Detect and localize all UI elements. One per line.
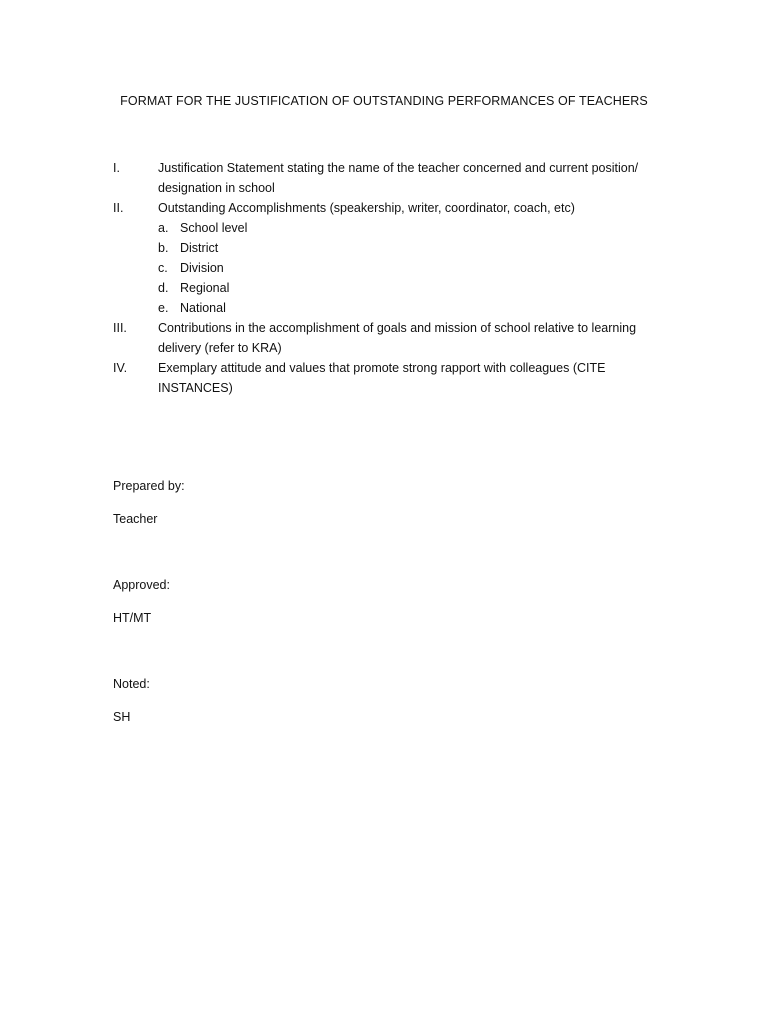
approved-label: Approved: <box>113 578 170 592</box>
item-numeral: II. <box>113 201 124 215</box>
item-numeral: I. <box>113 161 120 175</box>
prepared-by-label: Prepared by: <box>113 479 185 493</box>
noted-label: Noted: <box>113 677 150 691</box>
sub-item-text: School level <box>180 221 248 235</box>
sub-item-letter: d. <box>158 281 169 295</box>
item-text: Contributions in the accomplishment of goals and mission of school relative to learning delivery (refer to KRA) <box>158 321 637 355</box>
sub-item-text: National <box>180 301 226 315</box>
sub-item-a <box>158 218 458 238</box>
sub-item-text: Regional <box>180 281 230 295</box>
item-text: Exemplary attitude and values that promote strong rapport with colleagues (CITE INSTANCES) <box>158 361 606 395</box>
item-numeral: IV. <box>113 361 128 375</box>
document-title: FORMAT FOR THE JUSTIFICATION OF OUTSTANDING PERFORMANCES OF TEACHERS <box>120 94 648 108</box>
sub-item-letter: b. <box>158 241 169 255</box>
sub-item-c <box>158 258 458 278</box>
item-text: Justification Statement stating the name of the teacher concerned and current position/ designation in school <box>158 161 639 195</box>
noted-role: SH <box>113 710 131 724</box>
list-item-1 <box>113 158 673 198</box>
sub-item-text: Division <box>180 261 224 275</box>
prepared-by-role: Teacher <box>113 512 158 526</box>
item-numeral: III. <box>113 321 127 335</box>
list-item-3 <box>113 318 673 358</box>
sub-item-e <box>158 298 458 318</box>
approved-role: HT/MT <box>113 611 152 625</box>
sub-item-letter: e. <box>158 301 169 315</box>
sub-item-b <box>158 238 458 258</box>
list-item-4 <box>113 358 673 398</box>
sub-item-text: District <box>180 241 219 255</box>
sub-item-letter: c. <box>158 261 168 275</box>
item-text: Outstanding Accomplishments (speakership, writer, coordinator, coach, etc) <box>158 201 575 215</box>
sub-item-d <box>158 278 458 298</box>
list-item-2 <box>113 198 673 218</box>
sub-item-letter: a. <box>158 221 169 235</box>
